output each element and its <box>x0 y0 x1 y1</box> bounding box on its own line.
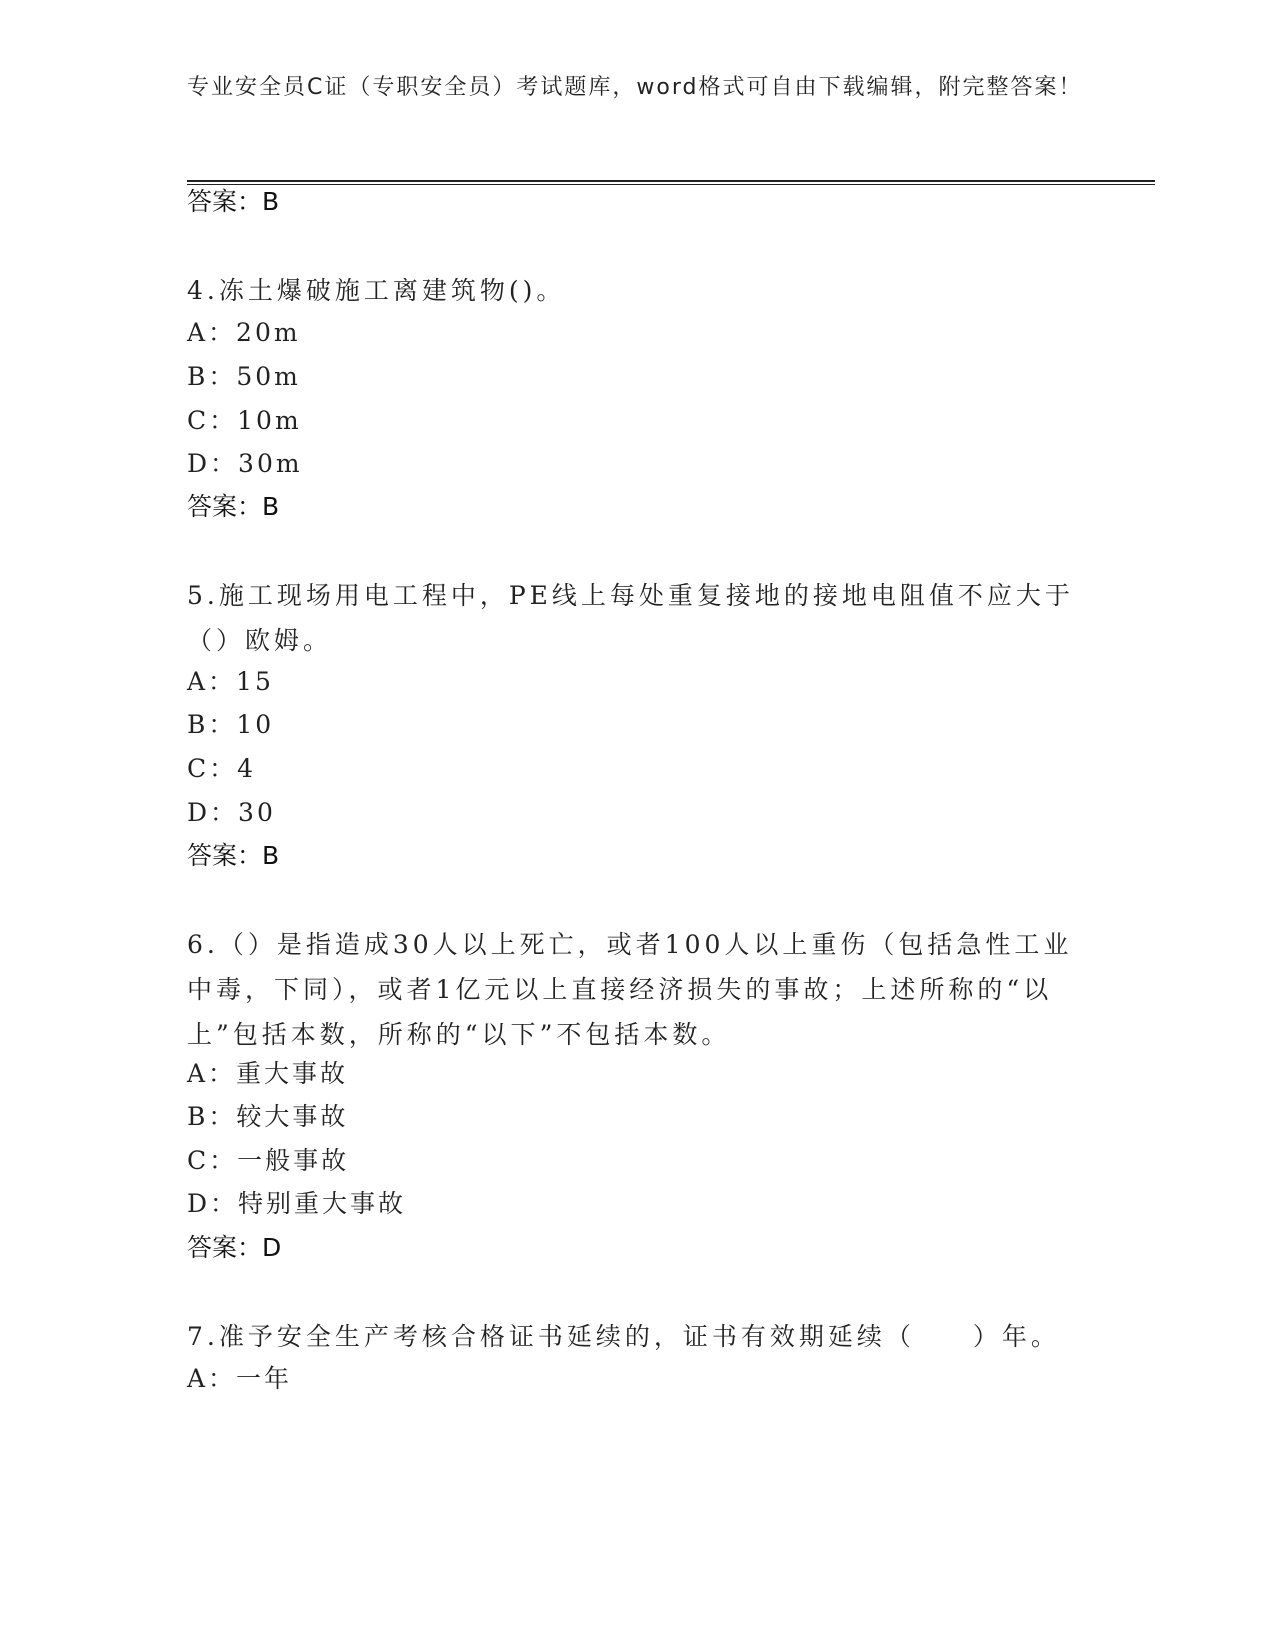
question-4-answer: 答案：B <box>187 492 280 521</box>
question-6-text: 6.（）是指造成30人以上死亡，或者100人以上重伤（包括急性工业中毒，下同），或者1亿元以上直接经济损失的事故；上述所称的“以上”包括本数，所称的“以下”不包括本数。 <box>187 930 1073 1049</box>
answer-previous: 答案：B <box>187 187 280 216</box>
question-5-text: 5.施工现场用电工程中，PE线上每处重复接地的接地电阻值不应大于（）欧姆。 <box>187 581 1074 655</box>
question-5-answer: 答案：B <box>187 841 280 870</box>
question-6-option-a: A：重大事故 <box>187 1059 349 1088</box>
question-4-option-a: A：20m <box>187 318 301 347</box>
question-4-text: 4.冻土爆破施工离建筑物()。 <box>187 276 566 305</box>
question-6-option-b: B：较大事故 <box>187 1102 349 1131</box>
question-6-option-d: D：特别重大事故 <box>187 1189 407 1218</box>
header-note: 专业安全员C证（专职安全员）考试题库，word格式可自由下载编辑，附完整答案！ <box>187 75 1083 100</box>
question-7-option-a: A：一年 <box>187 1364 293 1393</box>
question-5-option-a: A：15 <box>187 667 274 696</box>
question-4-option-c: C：10m <box>187 406 302 435</box>
question-5-option-b: B：10 <box>187 710 275 739</box>
header-divider-thin <box>187 184 1155 185</box>
question-5-option-d: D：30 <box>187 798 276 827</box>
question-7-text: 7.准予安全生产考核合格证书延续的，证书有效期延续（ ）年。 <box>187 1322 1060 1351</box>
question-6-answer: 答案：D <box>187 1233 282 1262</box>
question-4-option-d: D：30m <box>187 449 303 478</box>
header-divider-thick <box>187 180 1155 182</box>
question-6-option-c: C：一般事故 <box>187 1146 350 1175</box>
question-5-option-c: C：4 <box>187 754 257 783</box>
question-4-option-b: B：50m <box>187 362 301 391</box>
